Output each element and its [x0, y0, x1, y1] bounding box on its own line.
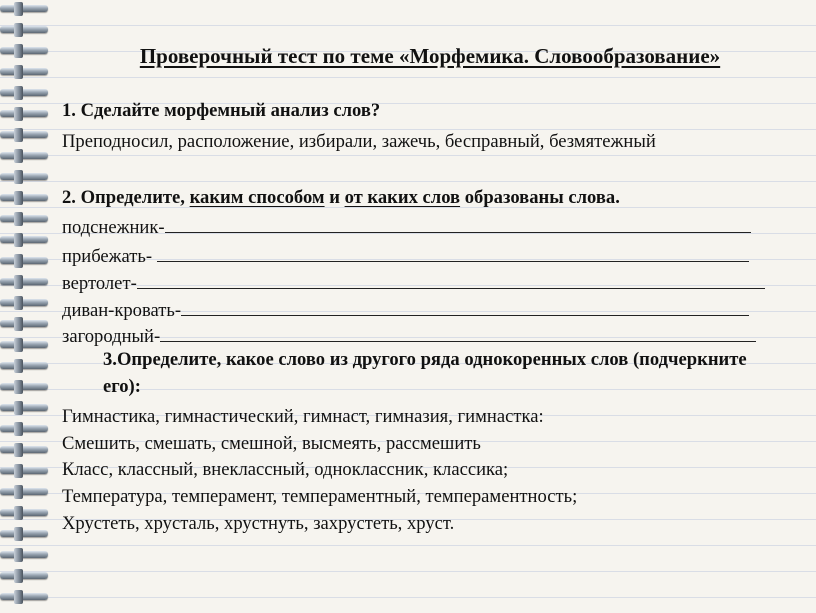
task2-heading-underlined-method: каким способом	[189, 187, 325, 208]
task2-word: загородный-	[62, 326, 161, 347]
task2-row	[62, 270, 765, 296]
task3-row: Температура, темперамент, темпераментный, темпераментность;	[62, 486, 578, 507]
answer-blank[interactable]	[160, 323, 756, 342]
answer-blank[interactable]	[157, 243, 749, 262]
task2-word: вертолет-	[62, 273, 137, 294]
task2-row	[62, 243, 749, 269]
answer-blank[interactable]	[137, 270, 765, 289]
task2-heading-underlined-source: от каких слов	[344, 187, 461, 208]
task3-row: Смешить, смешать, смешной, высмеять, рассмешить	[62, 433, 481, 454]
task2-word: подснежник-	[62, 217, 165, 238]
task2-heading-part1: 2. Определите,	[62, 187, 190, 208]
task1-words: Преподносил, расположение, избирали, зажечь, бесправный, безмятежный	[62, 131, 656, 152]
task3-heading: 3.Определите, какое слово из другого ряда однокоренных слов (подчеркните его):	[103, 349, 747, 397]
task3-row: Хрустеть, хрусталь, хрустнуть, захрустеть, хруст.	[62, 513, 455, 534]
task2-row	[62, 297, 749, 323]
task2-heading-end: образованы слова.	[460, 187, 620, 208]
answer-blank[interactable]	[181, 297, 749, 316]
task2-heading	[62, 186, 620, 210]
page-title: Проверочный тест по теме «Морфемика. Словообразование»	[139, 44, 721, 68]
task2-word: диван-кровать-	[62, 300, 182, 321]
task1-heading: 1. Сделайте морфемный анализ слов?	[62, 100, 381, 121]
task2-row	[62, 214, 751, 240]
task3-row: Класс, классный, внеклассный, одноклассник, классика;	[62, 459, 509, 480]
task2-heading-mid: и	[324, 187, 345, 208]
answer-blank[interactable]	[165, 214, 751, 233]
task2-word: прибежать-	[62, 246, 157, 267]
task3-row: Гимнастика, гимнастический, гимнаст, гимназия, гимнастка:	[62, 406, 544, 427]
